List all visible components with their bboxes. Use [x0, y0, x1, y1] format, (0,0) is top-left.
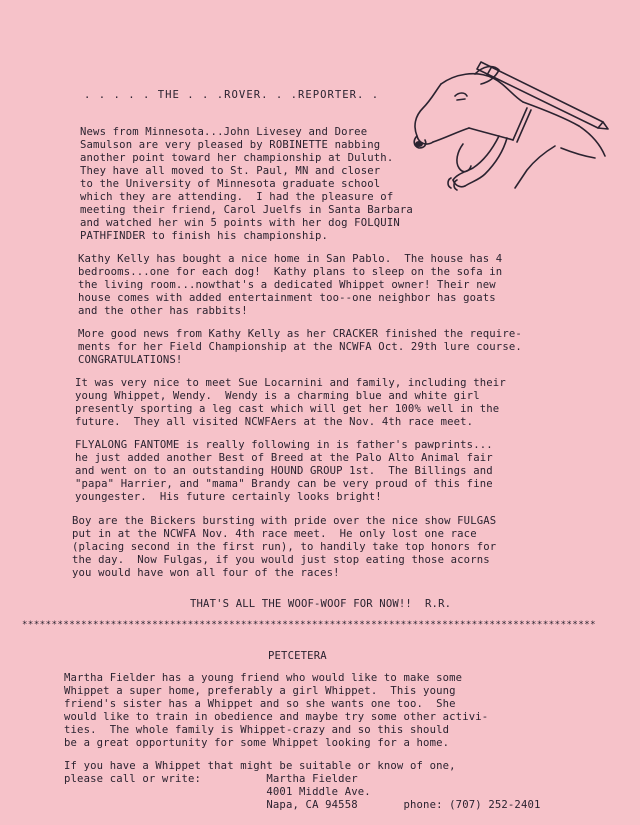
text-line: "papa" Harrier, and "mama" Brandy can be very proud of this fine — [75, 478, 493, 490]
text-line: house comes with added entertainment too--one neighbor has goats — [78, 292, 496, 304]
text-line: Martha Fielder has a young friend who would like to make some — [64, 672, 463, 684]
asterisk-separator: ************************************************************************************************* — [22, 620, 597, 630]
text-line: bedrooms...one for each dog! Kathy plans to sleep on the sofa in — [78, 266, 503, 278]
text-line: (placing second in the first run), to handily take top honors for — [72, 541, 497, 553]
text-line: Kathy Kelly has bought a nice home in San Pablo. The house has 4 — [78, 253, 503, 265]
text-line: FLYALONG FANTOME is really following in is father's pawprints... — [75, 439, 493, 451]
text-line: put in at the NCWFA Nov. 4th race meet. He only lost one race — [72, 528, 477, 540]
section-heading-petcetera: PETCETERA — [268, 650, 327, 662]
text-line: future. They all visited NCWFAers at the Nov. 4th race meet. — [75, 416, 474, 428]
dog-with-pencil-illustration — [395, 52, 610, 192]
text-line: be a great opportunity for some Whippet looking for a home. — [64, 737, 450, 749]
text-line: If you have a Whippet that might be suitable or know of one, — [64, 760, 456, 772]
text-line: young Whippet, Wendy. Wendy is a charming blue and white girl — [75, 390, 480, 402]
text-line: and watched her win 5 points with her dog FOLQUIN — [80, 217, 400, 229]
text-line: meeting their friend, Carol Juelfs in Santa Barbara — [80, 204, 413, 216]
signoff: THAT'S ALL THE WOOF-WOOF FOR NOW!! R.R. — [190, 598, 452, 610]
text-line: another point toward her championship at Duluth. — [80, 152, 394, 164]
text-line: he just added another Best of Breed at the Palo Alto Animal fair — [75, 452, 493, 464]
text-line: Whippet a super home, preferably a girl Whippet. This young — [64, 685, 456, 697]
text-line: More good news from Kathy Kelly as her CRACKER finished the require- — [78, 328, 522, 340]
text-line: friend's sister has a Whippet and so she wants one too. She — [64, 698, 456, 710]
text-line: It was very nice to meet Sue Locarnini and family, including their — [75, 377, 506, 389]
text-line: and the other has rabbits! — [78, 305, 248, 317]
text-line: please call or write: Martha Fielder — [64, 773, 358, 785]
text-line: you would have won all four of the races! — [72, 567, 340, 579]
text-line: ments for her Field Championship at the NCWFA Oct. 29th lure course. — [78, 341, 522, 353]
text-line: Samulson are very pleased by ROBINETTE nabbing — [80, 139, 381, 151]
text-line: CONGRATULATIONS! — [78, 354, 183, 366]
text-line: PATHFINDER to finish his championship. — [80, 230, 329, 242]
text-line: would like to train in obedience and maybe try some other activi- — [64, 711, 489, 723]
text-line: Boy are the Bickers bursting with pride over the nice show FULGAS — [72, 515, 497, 527]
text-line: They have all moved to St. Paul, MN and closer — [80, 165, 381, 177]
text-line: 4001 Middle Ave. — [64, 786, 371, 798]
text-line: News from Minnesota...John Livesey and Doree — [80, 126, 368, 138]
text-line: which they are attending. I had the pleasure of — [80, 191, 394, 203]
text-line: Napa, CA 94558 phone: (707) 252-2401 — [64, 799, 541, 811]
text-line: to the University of Minnesota graduate school — [80, 178, 381, 190]
text-line: presently sporting a leg cast which will get her 100% well in the — [75, 403, 500, 415]
newsletter-title: . . . . . THE . . .ROVER. . .REPORTER. . — [84, 89, 380, 101]
text-line: the day. Now Fulgas, if you would just stop eating those acorns — [72, 554, 490, 566]
text-line: and went on to an outstanding HOUND GROUP 1st. The Billings and — [75, 465, 493, 477]
text-line: ties. The whole family is Whippet-crazy and so this should — [64, 724, 450, 736]
text-line: the living room...nowthat's a dedicated Whippet owner! Their new — [78, 279, 496, 291]
text-line: youngester. His future certainly looks bright! — [75, 491, 382, 503]
